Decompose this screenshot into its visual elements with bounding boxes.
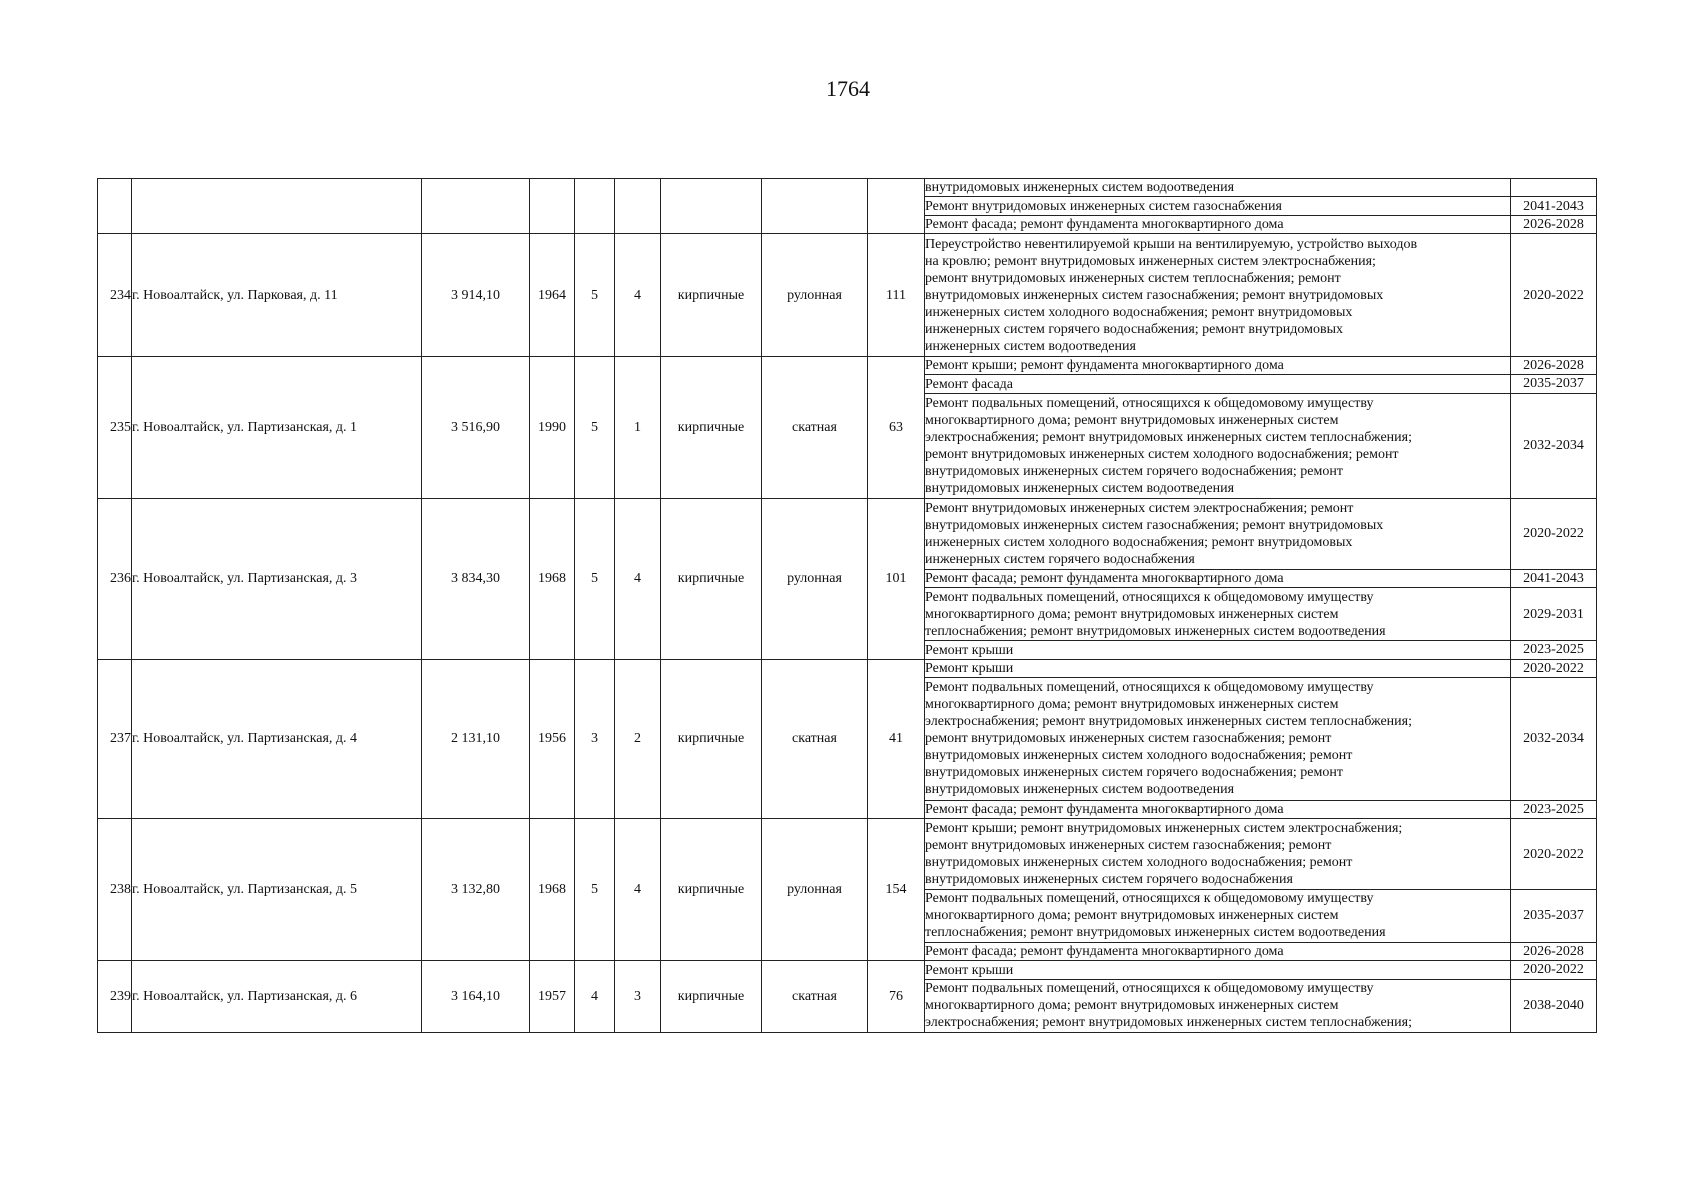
works-description-line: внутридомовых инженерных систем горячего водоснабжения; ремонт — [925, 765, 1343, 781]
floors-cell: 3 — [575, 659, 615, 819]
building-row — [98, 499, 1597, 570]
works-description-line: электроснабжения; ремонт внутридомовых инженерных систем теплоснабжения; — [925, 714, 1412, 730]
year-cell — [530, 179, 575, 234]
period-cell: 2026-2028 — [1511, 356, 1597, 374]
wall-material-cell: кирпичные — [661, 961, 762, 1033]
period-cell: 2041-2043 — [1511, 197, 1597, 215]
floors-cell: 5 — [575, 234, 615, 357]
works-description-line: инженерных систем горячего водоснабжения — [925, 551, 1195, 567]
building-row — [98, 659, 1597, 677]
year-built-cell: 1968 — [530, 819, 575, 961]
period-cell: 2029-2031 — [1511, 588, 1597, 641]
roof-type-cell: рулонная — [762, 499, 868, 660]
floors-cell — [575, 179, 615, 234]
continuation-row — [98, 179, 1597, 197]
works-description-cell — [925, 943, 1511, 961]
works-description-line: инженерных систем водоотведения — [925, 338, 1136, 354]
period-cell: 2020-2022 — [1511, 819, 1597, 890]
residents-cell: 76 — [868, 961, 925, 1033]
works-description-line: внутридомовых инженерных систем холодного водоснабжения; ремонт — [925, 748, 1353, 764]
floors-cell: 5 — [575, 499, 615, 660]
entrances-cell: 3 — [615, 961, 661, 1033]
year-built-cell: 1957 — [530, 961, 575, 1033]
year-built-cell: 1956 — [530, 659, 575, 819]
roof-type-cell: скатная — [762, 659, 868, 819]
works-description-line: инженерных систем холодного водоснабжения; ремонт внутридомовых — [925, 534, 1353, 550]
works-description-cell — [925, 889, 1511, 942]
works-description-line: многоквартирного дома; ремонт внутридомовых инженерных систем — [925, 697, 1339, 713]
works-description-line: Ремонт фасада; ремонт фундамента многоквартирного дома — [925, 802, 1284, 818]
total-area-cell: 3 834,30 — [422, 499, 530, 660]
entrances-cell: 4 — [615, 499, 661, 660]
total-area-cell: 3 164,10 — [422, 961, 530, 1033]
works-description-line: Ремонт подвальных помещений, относящихся к общедомовому имуществу — [925, 981, 1374, 997]
works-description-cell — [925, 215, 1511, 233]
works-description-line: Ремонт фасада; ремонт фундамента многоквартирного дома — [925, 570, 1284, 586]
works-description-cell — [925, 641, 1511, 659]
works-description-cell — [925, 569, 1511, 587]
works-description-cell — [925, 800, 1511, 818]
building-row — [98, 234, 1597, 357]
period-cell: 2020-2022 — [1511, 234, 1597, 357]
works-description-cell — [925, 197, 1511, 215]
residents-cell: 101 — [868, 499, 925, 660]
building-number-cell: 238 — [98, 819, 132, 961]
works-description-line: Ремонт подвальных помещений, относящихся к общедомовому имуществу — [925, 891, 1374, 907]
roof-type-cell: рулонная — [762, 819, 868, 961]
works-description-line: Ремонт фасада; ремонт фундамента многоквартирного дома — [925, 216, 1284, 232]
works-description-line: Переустройство невентилируемой крыши на вентилируемую, устройство выходов — [925, 236, 1418, 252]
floors-cell: 5 — [575, 819, 615, 961]
works-description-line: многоквартирного дома; ремонт внутридомовых инженерных систем — [925, 606, 1339, 622]
works-description-line: ремонт внутридомовых инженерных систем теплоснабжения; ремонт — [925, 270, 1341, 286]
works-description-line: многоквартирного дома; ремонт внутридомовых инженерных систем — [925, 908, 1339, 924]
area-cell — [422, 179, 530, 234]
works-description-line: электроснабжения; ремонт внутридомовых инженерных систем теплоснабжения; — [925, 429, 1412, 445]
repair-schedule-table — [97, 178, 1597, 1033]
works-description-line: многоквартирного дома; ремонт внутридомовых инженерных систем — [925, 998, 1339, 1014]
wall-material-cell: кирпичные — [661, 356, 762, 498]
roof-type-cell: рулонная — [762, 234, 868, 357]
address-cell: г. Новоалтайск, ул. Партизанская, д. 6 — [132, 961, 422, 1033]
period-cell: 2038-2040 — [1511, 979, 1597, 1032]
works-description-line: Ремонт крыши; ремонт фундамента многоквартирного дома — [925, 358, 1284, 374]
building-row — [98, 356, 1597, 374]
entrances-cell: 2 — [615, 659, 661, 819]
works-description-line: внутридомовых инженерных систем водоотведения — [925, 782, 1235, 798]
total-area-cell: 3 132,80 — [422, 819, 530, 961]
address-cell: г. Новоалтайск, ул. Партизанская, д. 4 — [132, 659, 422, 819]
total-area-cell: 3 914,10 — [422, 234, 530, 357]
works-description-line: внутридомовых инженерных систем горячего водоснабжения — [925, 872, 1293, 888]
address-cell: г. Новоалтайск, ул. Партизанская, д. 5 — [132, 819, 422, 961]
works-description-line: Ремонт крыши; ремонт внутридомовых инженерных систем электроснабжения; — [925, 821, 1403, 837]
building-number-cell: 234 — [98, 234, 132, 357]
building-number-cell: 237 — [98, 659, 132, 819]
building-row — [98, 961, 1597, 979]
wall-material-cell: кирпичные — [661, 659, 762, 819]
period-cell: 2035-2037 — [1511, 889, 1597, 942]
period-cell — [1511, 179, 1597, 197]
entrances-cell: 4 — [615, 819, 661, 961]
building-row — [98, 819, 1597, 890]
entrances-cell: 1 — [615, 356, 661, 498]
floors-cell: 5 — [575, 356, 615, 498]
walls-cell — [661, 179, 762, 234]
works-description-line: внутридомовых инженерных систем газоснабжения; ремонт внутридомовых — [925, 287, 1384, 303]
building-number-cell: 235 — [98, 356, 132, 498]
period-cell: 2023-2025 — [1511, 641, 1597, 659]
works-description-cell — [925, 819, 1511, 890]
number-cell — [98, 179, 132, 234]
period-cell: 2026-2028 — [1511, 943, 1597, 961]
address-cell: г. Новоалтайск, ул. Партизанская, д. 1 — [132, 356, 422, 498]
entrances-cell — [615, 179, 661, 234]
works-description-line: многоквартирного дома; ремонт внутридомовых инженерных систем — [925, 412, 1339, 428]
works-description-line: Ремонт крыши — [925, 660, 1014, 676]
works-description-cell — [925, 678, 1511, 801]
address-cell: г. Новоалтайск, ул. Партизанская, д. 3 — [132, 499, 422, 660]
works-description-cell — [925, 375, 1511, 393]
period-cell: 2023-2025 — [1511, 800, 1597, 818]
year-built-cell: 1964 — [530, 234, 575, 357]
period-cell: 2020-2022 — [1511, 499, 1597, 570]
works-description-line: теплоснабжения; ремонт внутридомовых инженерных систем водоотведения — [925, 623, 1386, 639]
address-cell: г. Новоалтайск, ул. Парковая, д. 11 — [132, 234, 422, 357]
total-area-cell: 3 516,90 — [422, 356, 530, 498]
period-cell: 2020-2022 — [1511, 961, 1597, 979]
residents-cell — [868, 179, 925, 234]
works-description-line: внутридомовых инженерных систем горячего водоснабжения; ремонт — [925, 463, 1343, 479]
works-description-line: ремонт внутридомовых инженерных систем газоснабжения; ремонт — [925, 838, 1332, 854]
wall-material-cell: кирпичные — [661, 234, 762, 357]
wall-material-cell: кирпичные — [661, 499, 762, 660]
total-area-cell: 2 131,10 — [422, 659, 530, 819]
year-built-cell: 1990 — [530, 356, 575, 498]
residents-cell: 41 — [868, 659, 925, 819]
works-description-line: внутридомовых инженерных систем водоотведения — [925, 480, 1235, 496]
works-description-line: Ремонт крыши — [925, 642, 1014, 658]
residents-cell: 154 — [868, 819, 925, 961]
works-description-line: Ремонт внутридомовых инженерных систем электроснабжения; ремонт — [925, 500, 1354, 516]
works-description-line: теплоснабжения; ремонт внутридомовых инженерных систем водоотведения — [925, 925, 1386, 941]
period-cell: 2026-2028 — [1511, 215, 1597, 233]
works-description-cell — [925, 659, 1511, 677]
works-description-line: Ремонт внутридомовых инженерных систем газоснабжения — [925, 198, 1282, 214]
building-number-cell: 236 — [98, 499, 132, 660]
works-description-line: ремонт внутридомовых инженерных систем газоснабжения; ремонт — [925, 731, 1332, 747]
works-description-cell — [925, 979, 1511, 1032]
works-description-cell — [925, 179, 1511, 197]
works-description-cell — [925, 356, 1511, 374]
works-description-line: Ремонт подвальных помещений, относящихся к общедомовому имуществу — [925, 680, 1374, 696]
page-number: 1764 — [826, 76, 870, 101]
year-built-cell: 1968 — [530, 499, 575, 660]
building-number-cell: 239 — [98, 961, 132, 1033]
works-description-line: Ремонт фасада; ремонт фундамента многоквартирного дома — [925, 944, 1284, 960]
works-description-cell — [925, 393, 1511, 498]
wall-material-cell: кирпичные — [661, 819, 762, 961]
period-cell: 2020-2022 — [1511, 659, 1597, 677]
works-description-line: электроснабжения; ремонт внутридомовых инженерных систем теплоснабжения; — [925, 1015, 1412, 1031]
works-description-line: внутридомовых инженерных систем водоотведения — [925, 180, 1235, 196]
works-description-line: на кровлю; ремонт внутридомовых инженерных систем электроснабжения; — [925, 253, 1376, 269]
period-cell: 2035-2037 — [1511, 375, 1597, 393]
roof-cell — [762, 179, 868, 234]
works-description-line: инженерных систем горячего водоснабжения; ремонт внутридомовых — [925, 321, 1343, 337]
period-cell: 2032-2034 — [1511, 678, 1597, 801]
residents-cell: 111 — [868, 234, 925, 357]
residents-cell: 63 — [868, 356, 925, 498]
floors-cell: 4 — [575, 961, 615, 1033]
works-description-line: Ремонт фасада — [925, 376, 1014, 392]
works-description-line: Ремонт крыши — [925, 962, 1014, 978]
works-description-line: ремонт внутридомовых инженерных систем холодного водоснабжения; ремонт — [925, 446, 1399, 462]
address-cell — [132, 179, 422, 234]
works-description-line: внутридомовых инженерных систем холодного водоснабжения; ремонт — [925, 855, 1353, 871]
roof-type-cell: скатная — [762, 961, 868, 1033]
works-description-cell — [925, 961, 1511, 979]
works-description-line: внутридомовых инженерных систем газоснабжения; ремонт внутридомовых — [925, 517, 1384, 533]
works-description-line: Ремонт подвальных помещений, относящихся к общедомовому имуществу — [925, 589, 1374, 605]
roof-type-cell: скатная — [762, 356, 868, 498]
works-description-cell — [925, 234, 1511, 357]
period-cell: 2032-2034 — [1511, 393, 1597, 498]
period-cell: 2041-2043 — [1511, 569, 1597, 587]
works-description-line: Ремонт подвальных помещений, относящихся к общедомовому имуществу — [925, 395, 1374, 411]
works-description-line: инженерных систем холодного водоснабжения; ремонт внутридомовых — [925, 304, 1353, 320]
entrances-cell: 4 — [615, 234, 661, 357]
works-description-cell — [925, 499, 1511, 570]
works-description-cell — [925, 588, 1511, 641]
